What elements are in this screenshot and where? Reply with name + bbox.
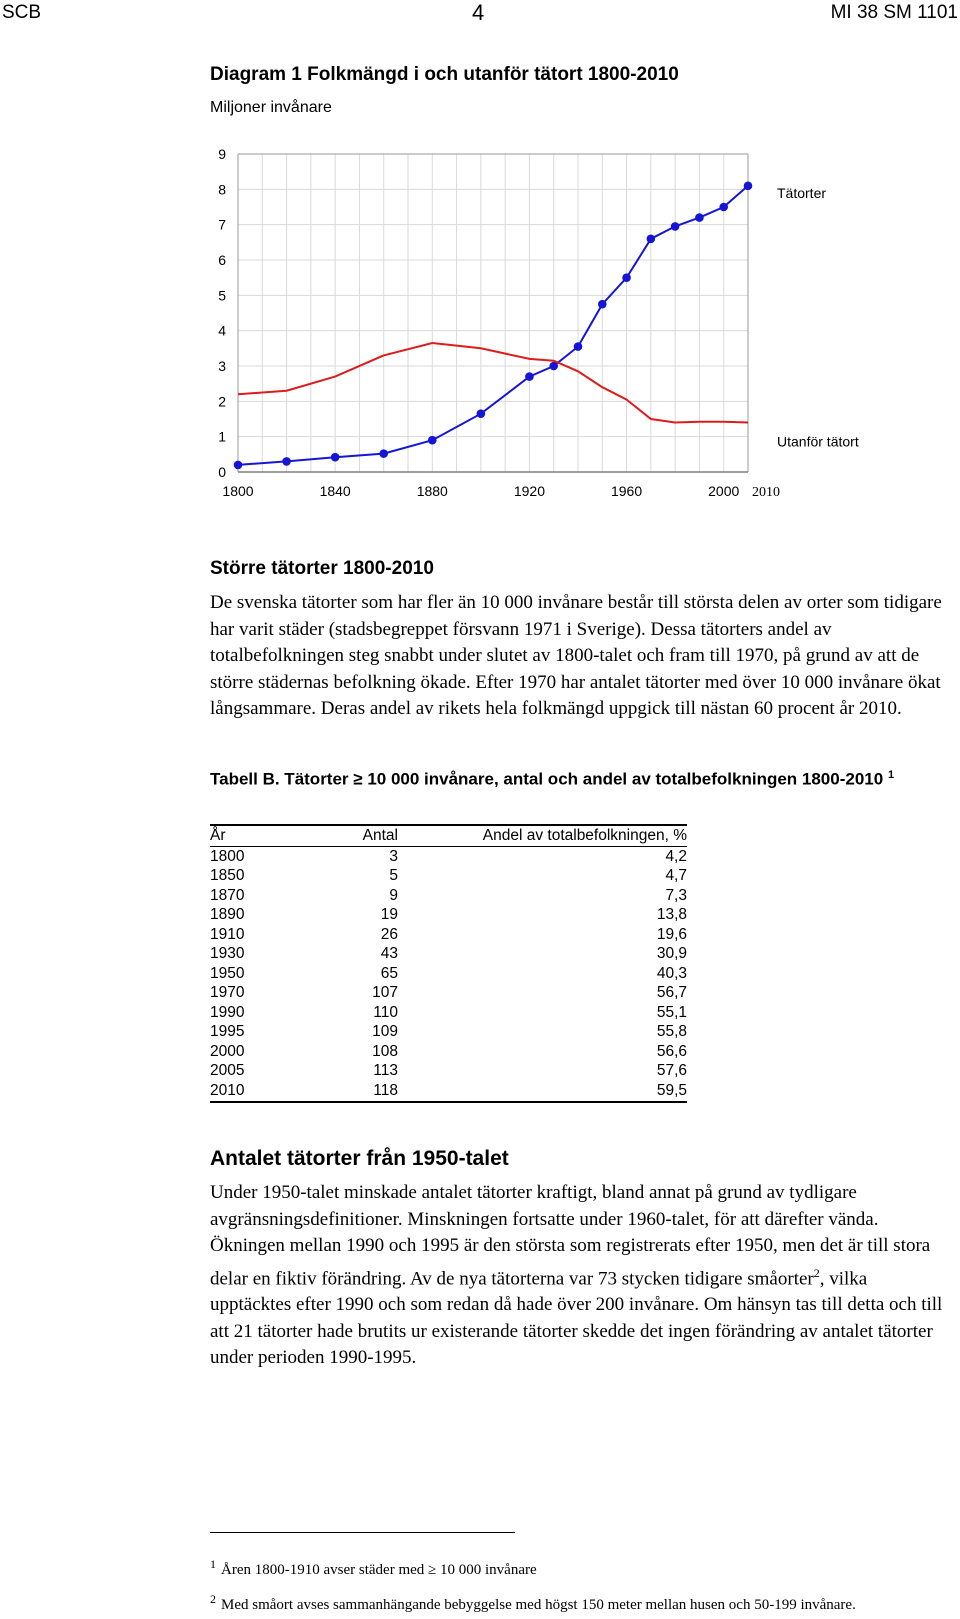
table-row	[210, 1023, 687, 1043]
table-row	[210, 867, 687, 887]
data-point	[234, 461, 243, 470]
series-label-tatorter: Tätorter	[777, 184, 827, 201]
y-tick-label: 6	[218, 252, 226, 268]
y-tick-label: 7	[218, 216, 226, 233]
body-text-part2: , vilka upptäcktes efter 1990 och som redan då hade över 200 invånare. Om hänsyn tas till detta och till att 21 tätorter hade brutits ur existerande tätorter skedde det ingen förändring av antalet tätorter under perioden 1990-1995.	[210, 1267, 943, 1369]
cell-ar: 1930	[210, 945, 245, 963]
col-header-antal: Antal	[270, 825, 398, 847]
header-publication-id: MI 38 SM 1101	[830, 2, 958, 23]
cell-andel: 55,8	[656, 1023, 687, 1041]
data-point	[598, 300, 607, 309]
table-title-footnote-ref: 1	[887, 769, 895, 781]
col-header-ar: År	[210, 825, 270, 847]
cell-andel: 30,9	[656, 945, 687, 963]
chart-labels	[218, 146, 859, 500]
table-row	[210, 1081, 687, 1102]
x-tick-label: 1960	[610, 483, 643, 499]
data-point	[719, 203, 728, 212]
cell-antal: 26	[380, 925, 398, 943]
y-tick-label: 9	[218, 146, 226, 162]
cell-antal: 3	[389, 847, 398, 865]
col-header-andel: Andel av totalbefolkningen, %	[398, 825, 687, 847]
cell-antal: 108	[372, 1042, 398, 1060]
cell-ar: 1950	[210, 964, 245, 982]
page-number: 4	[472, 0, 485, 25]
cell-antal: 113	[373, 1062, 398, 1080]
x-tick-label-2010: 2010	[752, 485, 780, 500]
x-tick-label: 1880	[416, 483, 448, 499]
cell-andel: 57,6	[656, 1062, 687, 1080]
diagram-title: Diagram 1 Folkmängd i och utanför tätort 1800-2010	[210, 64, 679, 85]
cell-ar: 2005	[210, 1062, 245, 1080]
footnote-divider	[210, 1532, 515, 1533]
x-tick-label: 1800	[222, 483, 254, 499]
cell-antal: 65	[380, 964, 398, 982]
cell-andel: 40,3	[656, 964, 687, 982]
cell-antal: 110	[373, 1003, 398, 1021]
cell-antal: 9	[389, 886, 398, 904]
data-point	[379, 449, 388, 458]
cell-ar: 1850	[210, 867, 245, 885]
footnote-1-mark: 1	[210, 1557, 216, 1571]
table-row	[210, 847, 687, 867]
y-tick-label: 4	[218, 322, 226, 339]
y-tick-label: 0	[218, 464, 226, 480]
x-tick-label: 1840	[319, 483, 351, 499]
cell-andel: 59,5	[656, 1081, 687, 1099]
data-point	[695, 213, 704, 222]
table-row	[210, 984, 687, 1004]
cell-ar: 1870	[210, 886, 245, 904]
cell-antal: 118	[373, 1081, 398, 1099]
footnote-ref-2: 2	[813, 1265, 820, 1280]
x-tick-label: 2000	[708, 483, 740, 499]
x-tick-label: 1920	[513, 483, 546, 499]
footnote-2	[210, 1592, 856, 1614]
series-line-utanfor-tatort	[238, 343, 748, 423]
table-row	[210, 1003, 687, 1023]
tatorter-table	[210, 824, 687, 1103]
table-row	[210, 945, 687, 965]
cell-antal: 19	[380, 906, 398, 924]
footnote-1-text: Åren 1800-1910 avser städer med ≥ 10 000 invånare	[221, 1562, 537, 1578]
chart-axes	[238, 154, 748, 472]
y-tick-label: 3	[218, 358, 226, 374]
table-header-row	[210, 825, 687, 847]
section-heading-antalet-tatorter: Antalet tätorter från 1950-talet	[210, 1147, 509, 1170]
data-point	[282, 457, 291, 466]
data-point	[477, 409, 486, 418]
data-point	[647, 235, 656, 244]
cell-ar: 1990	[210, 1003, 245, 1021]
data-point	[622, 273, 631, 282]
cell-andel: 55,1	[656, 1003, 687, 1021]
cell-antal: 107	[372, 984, 398, 1002]
cell-antal: 43	[380, 945, 398, 963]
data-point	[744, 182, 753, 191]
data-point	[331, 453, 340, 462]
footnote-2-mark: 2	[210, 1592, 216, 1606]
cell-andel: 56,6	[656, 1042, 687, 1060]
cell-ar: 1995	[210, 1023, 245, 1041]
cell-ar: 1890	[210, 906, 245, 924]
section-body-antalet-tatorter	[210, 1180, 950, 1372]
cell-andel: 56,7	[656, 984, 687, 1002]
table-row	[210, 1062, 687, 1082]
table-row	[210, 886, 687, 906]
y-tick-label: 1	[218, 428, 226, 445]
table-title	[210, 763, 930, 792]
data-point	[671, 222, 680, 231]
table-row	[210, 925, 687, 945]
cell-andel: 13,8	[656, 906, 687, 924]
footnote-2-text: Med småort avses sammanhängande bebyggelse med högst 150 meter mellan husen och 50-199 invånare.	[221, 1597, 856, 1613]
table-row	[210, 1042, 687, 1062]
section-heading-storre-tatorter: Större tätorter 1800-2010	[210, 558, 434, 579]
cell-andel: 4,2	[665, 847, 687, 865]
data-point	[428, 436, 437, 445]
cell-andel: 19,6	[656, 925, 687, 943]
diagram-unit-label: Miljoner invånare	[210, 99, 332, 116]
cell-andel: 7,3	[665, 886, 687, 904]
data-point	[525, 372, 534, 381]
cell-ar: 1910	[210, 925, 245, 943]
chart-grid	[238, 154, 748, 472]
population-line-chart	[0, 140, 960, 520]
series-label-utanfor-tatort: Utanför tätort	[777, 433, 859, 450]
cell-ar: 1800	[210, 847, 245, 865]
y-tick-label: 5	[218, 287, 226, 304]
cell-antal: 109	[372, 1023, 398, 1041]
cell-andel: 4,7	[665, 867, 687, 885]
section-body-storre-tatorter: De svenska tätorter som har fler än 10 000 invånare består till största delen av orter som tidigare har varit städer (stadsbegreppet försvann 1971 i Sverige). Dessa tätorters andel av totalbefolkningen steg snabbt under slutet av 1800-talet och fram till 1970, på grund av att de större städernas befolkning ökade. Efter 1970 har antalet tätorter med över 10 000 invånare ökat långsammare. Deras andel av rikets hela folkmängd uppgick till nästan 60 procent år 2010.	[210, 592, 942, 719]
footnote-1	[210, 1557, 537, 1579]
table-row	[210, 906, 687, 926]
header-org: SCB	[2, 2, 42, 23]
table-row	[210, 964, 687, 984]
data-point	[574, 342, 583, 351]
table-title-text: Tabell B. Tätorter ≥ 10 000 invånare, antal och andel av totalbefolkningen 1800-2010	[210, 769, 884, 789]
cell-ar: 1970	[210, 984, 245, 1002]
body-text-part1: Under 1950-talet minskade antalet tätorter kraftigt, bland annat på grund av tydligare avgränsningsdefinitioner. Minskningen fortsatte under 1960-talet, för att därefter vända. Ökningen mellan 1990 och 1995 är den största som registrerats efter 1950, men det är till stora delar en fiktiv förändring. Av de nya tätorterna var 73 stycken tidigare småorter	[210, 1182, 931, 1289]
cell-antal: 5	[389, 867, 398, 885]
cell-ar: 2000	[210, 1042, 245, 1060]
cell-ar: 2010	[210, 1081, 245, 1099]
y-tick-label: 2	[218, 393, 226, 410]
y-tick-label: 8	[218, 181, 226, 198]
